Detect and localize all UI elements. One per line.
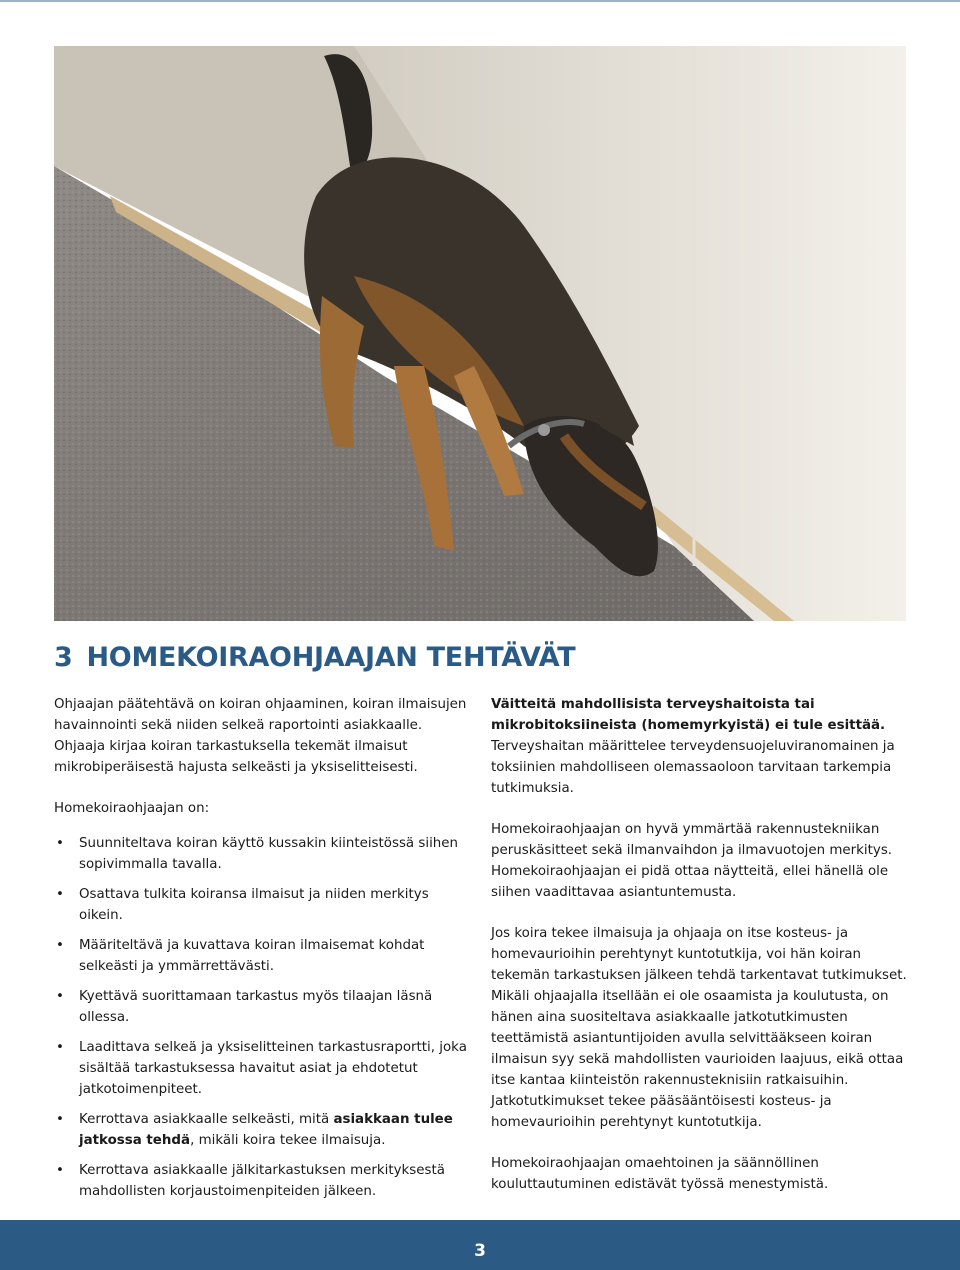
- warning-emphasis: Väitteitä mahdollisista terveyshaitoista tai mikrobitoksiineista (homemyrkyistä) ei tule esittää.: [491, 697, 886, 733]
- list-item: • Laadittava selkeä ja yksiselitteinen tarkastusraportti, joka sisältää tarkastuksessa havaitut asiat ja ehdotetut jatkotoimenpiteet.: [54, 1037, 474, 1100]
- warning-text: Terveyshaitan määrittelee terveydensuojeluviranomainen ja toksiinien mahdolliseen olemassaoloon tarvitaan tarkempia tutkimuksia.: [491, 739, 895, 796]
- page-number: 3: [474, 1241, 486, 1261]
- list-item: • Suunniteltava koiran käyttö kussakin kiinteistössä siihen sopivimmalla tavalla.: [54, 833, 474, 875]
- intro-paragraph: Ohjaajan päätehtävä on koiran ohjaaminen, koiran ilmaisujen havainnointi sekä niiden selkeä raportointi asiakkaalle. Ohjaaja kirjaa koiran tarkastuksella tekemät ilmaisut mikrobiperäisestä hajusta selkeästi ja yksiselitteisesti.: [54, 697, 467, 775]
- left-column: [54, 694, 474, 1211]
- list-item: • Kerrottava asiakkaalle jälkitarkastuksen merkityksestä mahdollisten korjaustoimenpiteiden jälkeen.: [54, 1160, 474, 1202]
- warning-paragraph: [491, 694, 911, 799]
- section-number: 3: [54, 642, 73, 673]
- paragraph: Jos koira tekee ilmaisuja ja ohjaaja on itse kosteus- ja homevaurioihin perehtynyt kuntotutkija, voi hän koiran tekemän tarkastuksen jälkeen tehdä tarkentavat tutkimukset. Mikäli ohjaajalla itsellään ei ole osaamista ja koulutusta, on hänen aina suositeltava asiakkaalle jatkotutkimusten teettämistä asiantuntijoiden avulla selvittääkseen koiran ilmaisun syy sekä mahdollisten vaurioiden laajuus, eikä ottaa itse kantaa kiinteistön rakennusteknisiin ratkaisuihin. Jatkotutkimukset tekee pääsääntöisesti kosteus- ja homevaurioihin perehtynyt kuntotutkija.: [491, 926, 907, 1130]
- list-item: [54, 1109, 474, 1151]
- duties-list: [54, 833, 474, 1202]
- section-heading: [54, 642, 914, 673]
- list-item: • Kyettävä suorittamaan tarkastus myös tilaajan läsnä ollessa.: [54, 986, 474, 1028]
- photo-search-dog: [54, 46, 906, 621]
- section-title: HOMEKOIRAOHJAAJAN TEHTÄVÄT: [86, 642, 576, 673]
- list-item: • Määriteltävä ja kuvattava koiran ilmaisemat kohdat selkeästi ja ymmärrettävästi.: [54, 935, 474, 977]
- list-item-emphasis: asiakkaan tulee jatkossa tehdä: [79, 1112, 453, 1148]
- top-rule: [0, 0, 960, 2]
- list-item: • Osattava tulkita koiransa ilmaisut ja niiden merkitys oikein.: [54, 884, 474, 926]
- list-item-text: Kerrottava asiakkaalle selkeästi, mitä: [79, 1112, 334, 1127]
- paragraph: Homekoiraohjaajan on hyvä ymmärtää rakennustekniikan peruskäsitteet sekä ilmanvaihdon ja ilmavuotojen merkitys. Homekoiraohjaajan ei pidä ottaa näytteitä, ellei hänellä ole siihen vaadittavaa asiantuntemusta.: [491, 822, 893, 900]
- right-column: [491, 694, 911, 1195]
- list-heading: Homekoiraohjaajan on:: [54, 801, 210, 816]
- paragraph: Homekoiraohjaajan omaehtoinen ja säännöllinen kouluttautuminen edistävät työssä menestymistä.: [491, 1156, 829, 1192]
- list-item-text: , mikäli koira tekee ilmaisuja.: [190, 1133, 386, 1148]
